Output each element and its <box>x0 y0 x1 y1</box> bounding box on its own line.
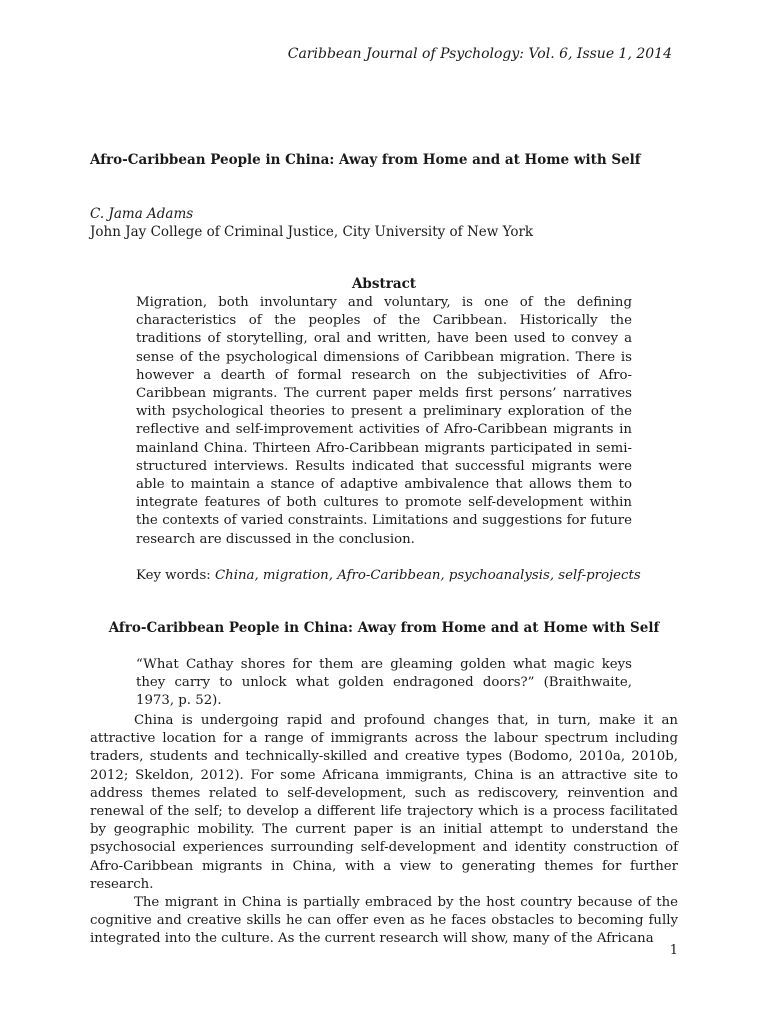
abstract-heading: Abstract <box>351 276 417 292</box>
section-title: Afro-Caribbean People in China: Away from Home and at Home with Self <box>108 620 660 636</box>
epigraph-quote: “What Cathay shores for them are gleaming golden what magic keys they carry to unlock what golden endragoned doors?” (Braithwaite, 1973, p. 52). <box>136 657 632 709</box>
author-name: C. Jama Adams <box>90 206 194 222</box>
author-affiliation: John Jay College of Criminal Justice, City University of New York <box>90 224 534 240</box>
keywords-label: Key words: <box>136 568 215 583</box>
paragraph: China is undergoing rapid and profound changes that, in turn, make it an attractive location for a range of immigrants across the labour spectrum including traders, students and technically-skilled and creative types (Bodomo, 2010a, 2010b, 2012; Skeldon, 2012). For some Africana immigrants, China is an attractive site to address themes related to self-development, such as rediscovery, reinvention and renewal of the self; to develop a different life trajectory which is a process facilitated by geographic mobility. The current paper is an initial attempt to understand the psychosocial experiences surrounding self-development and identity construction of Afro-Caribbean migrants in China, with a view to generating themes for further research. <box>90 713 678 892</box>
paragraph: The migrant in China is partially embraced by the host country because of the cognitive and creative skills he can offer even as he faces obstacles to becoming fully integrated into the culture. As the current research will show, many of the Africana <box>90 895 678 947</box>
article-title: Afro-Caribbean People in China: Away from Home and at Home with Self <box>90 152 641 168</box>
keywords-values: China, migration, Afro-Caribbean, psychoanalysis, self-projects <box>214 568 641 583</box>
body-text <box>90 712 678 949</box>
keywords-line <box>136 568 641 583</box>
abstract-text: Migration, both involuntary and voluntary, is one of the defining characteristics of the peoples of the Caribbean. Historically the traditions of storytelling, oral and written, have been used to convey a sense of the psychological dimensions of Caribbean migration. There is however a dearth of formal research on the subjectivities of Afro-Caribbean migrants. The current paper melds first persons’ narratives with psychological theories to present a preliminary exploration of the reflective and self-improvement activities of Afro-Caribbean migrants in mainland China. Thirteen Afro-Caribbean migrants participated in semi-structured interviews. Results indicated that successful migrants were able to maintain a stance of adaptive ambivalence that allows them to integrate features of both cultures to promote self-development within the contexts of varied constraints. Limitations and suggestions for future research are discussed in the conclusion. <box>136 295 632 547</box>
journal-header: Caribbean Journal of Psychology: Vol. 6, Issue 1, 2014 <box>287 46 672 62</box>
page-number: 1 <box>669 943 678 958</box>
